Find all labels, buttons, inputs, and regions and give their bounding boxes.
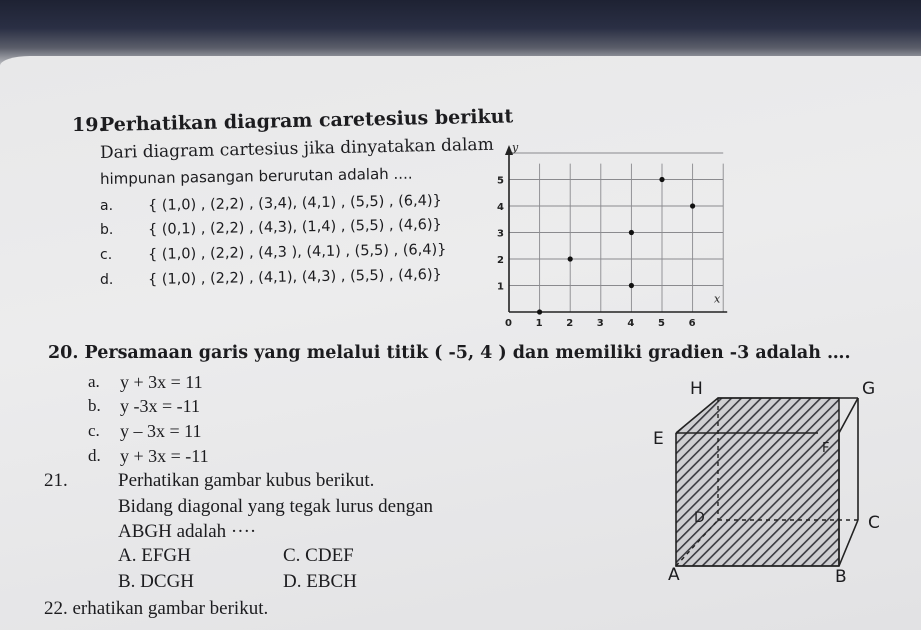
q19-option-b-letter: b. xyxy=(100,222,114,238)
q21-option-c: C. CDEF xyxy=(283,545,354,566)
x-tick-label: 1 xyxy=(535,318,543,329)
q19-title: Perhatikan diagram caretesius berikut xyxy=(99,105,514,136)
cube-label-c: C xyxy=(868,513,880,533)
cube-label-e: E xyxy=(653,429,664,449)
q20-option-a-letter: a. xyxy=(88,372,100,391)
q20-option-a-text: y + 3x = 11 xyxy=(120,372,203,392)
q19-option-c-text: { (1,0) , (2,2) , (4,3 ), (4,1) , (5,5) , (6,4)} xyxy=(147,241,447,263)
cube-label-f: F xyxy=(822,441,830,456)
x-tick-label: 0 xyxy=(505,318,512,329)
x-tick-label: 6 xyxy=(688,318,696,329)
cube-label-d: D xyxy=(694,510,705,526)
q19-option-a-letter: a. xyxy=(100,198,114,214)
q19-option-d-text: { (1,0) , (2,2) , (4,1), (4,3) , (5,5) , (4,6)} xyxy=(147,266,442,288)
y-tick-label: 3 xyxy=(497,228,504,240)
x-tick-label: 2 xyxy=(566,318,574,329)
q21-option-d: D. EBCH xyxy=(283,571,357,592)
q19-line3: himpunan pasangan berurutan adalah .... xyxy=(99,164,413,188)
cube-label-g: G xyxy=(862,379,876,399)
q19-option-a-text: { (1,0) , (2,2) , (3,4), (4,1) , (5,5) , (6,4)} xyxy=(147,192,442,214)
q19-number: 19. xyxy=(72,114,106,136)
x-tick-label: 4 xyxy=(627,318,635,329)
y-tick-label: 4 xyxy=(497,202,504,213)
edge-bc xyxy=(839,520,858,566)
q20-option-b-letter: b. xyxy=(88,396,101,415)
x-tick-label: 5 xyxy=(658,318,665,329)
y-axis-label: y xyxy=(512,141,519,154)
q20-option-b-text: y -3x = -11 xyxy=(120,396,200,416)
q20-option-d-letter: d. xyxy=(88,446,101,465)
q21-option-b: B. DCGH xyxy=(118,571,195,592)
q22-stem: 22. erhatikan gambar berikut. xyxy=(44,598,269,619)
q19-option-b-text: { (0,1) , (2,2) , (4,3), (1,4) , (5,5) , (4,6)} xyxy=(147,216,442,238)
cube-label-h: H xyxy=(690,379,703,399)
q20-option-c-text: y – 3x = 11 xyxy=(120,421,202,441)
q21-number: 21. xyxy=(44,470,68,491)
q20-option-c-letter: c. xyxy=(88,421,100,440)
q19-option-c-letter: c. xyxy=(100,247,113,263)
q20-stem: 20. Persamaan garis yang melalui titik ( -5, 4 ) dan memiliki gradien -3 adalah …. xyxy=(48,343,851,363)
y-tick-label: 5 xyxy=(497,175,504,187)
cube-label-a: A xyxy=(668,565,680,585)
edge-fg xyxy=(839,398,858,433)
q21-title: Perhatikan gambar kubus berikut. xyxy=(118,470,375,491)
cube-label-b: B xyxy=(835,567,847,587)
y-tick-label: 2 xyxy=(497,255,504,266)
q21-line3: ABGH adalah ···· xyxy=(118,521,257,542)
q21-option-a: A. EFGH xyxy=(118,545,191,566)
x-axis-label: x xyxy=(714,292,721,306)
q19-line2: Dari diagram cartesius jika dinyatakan dalam xyxy=(99,134,494,163)
q19-option-d-letter: d. xyxy=(100,272,114,288)
x-tick-label: 3 xyxy=(596,318,604,329)
q21-line2: Bidang diagonal yang tegak lurus dengan xyxy=(118,496,434,517)
q20-option-d-text: y + 3x = -11 xyxy=(120,446,209,466)
y-tick-label: 1 xyxy=(497,281,504,293)
